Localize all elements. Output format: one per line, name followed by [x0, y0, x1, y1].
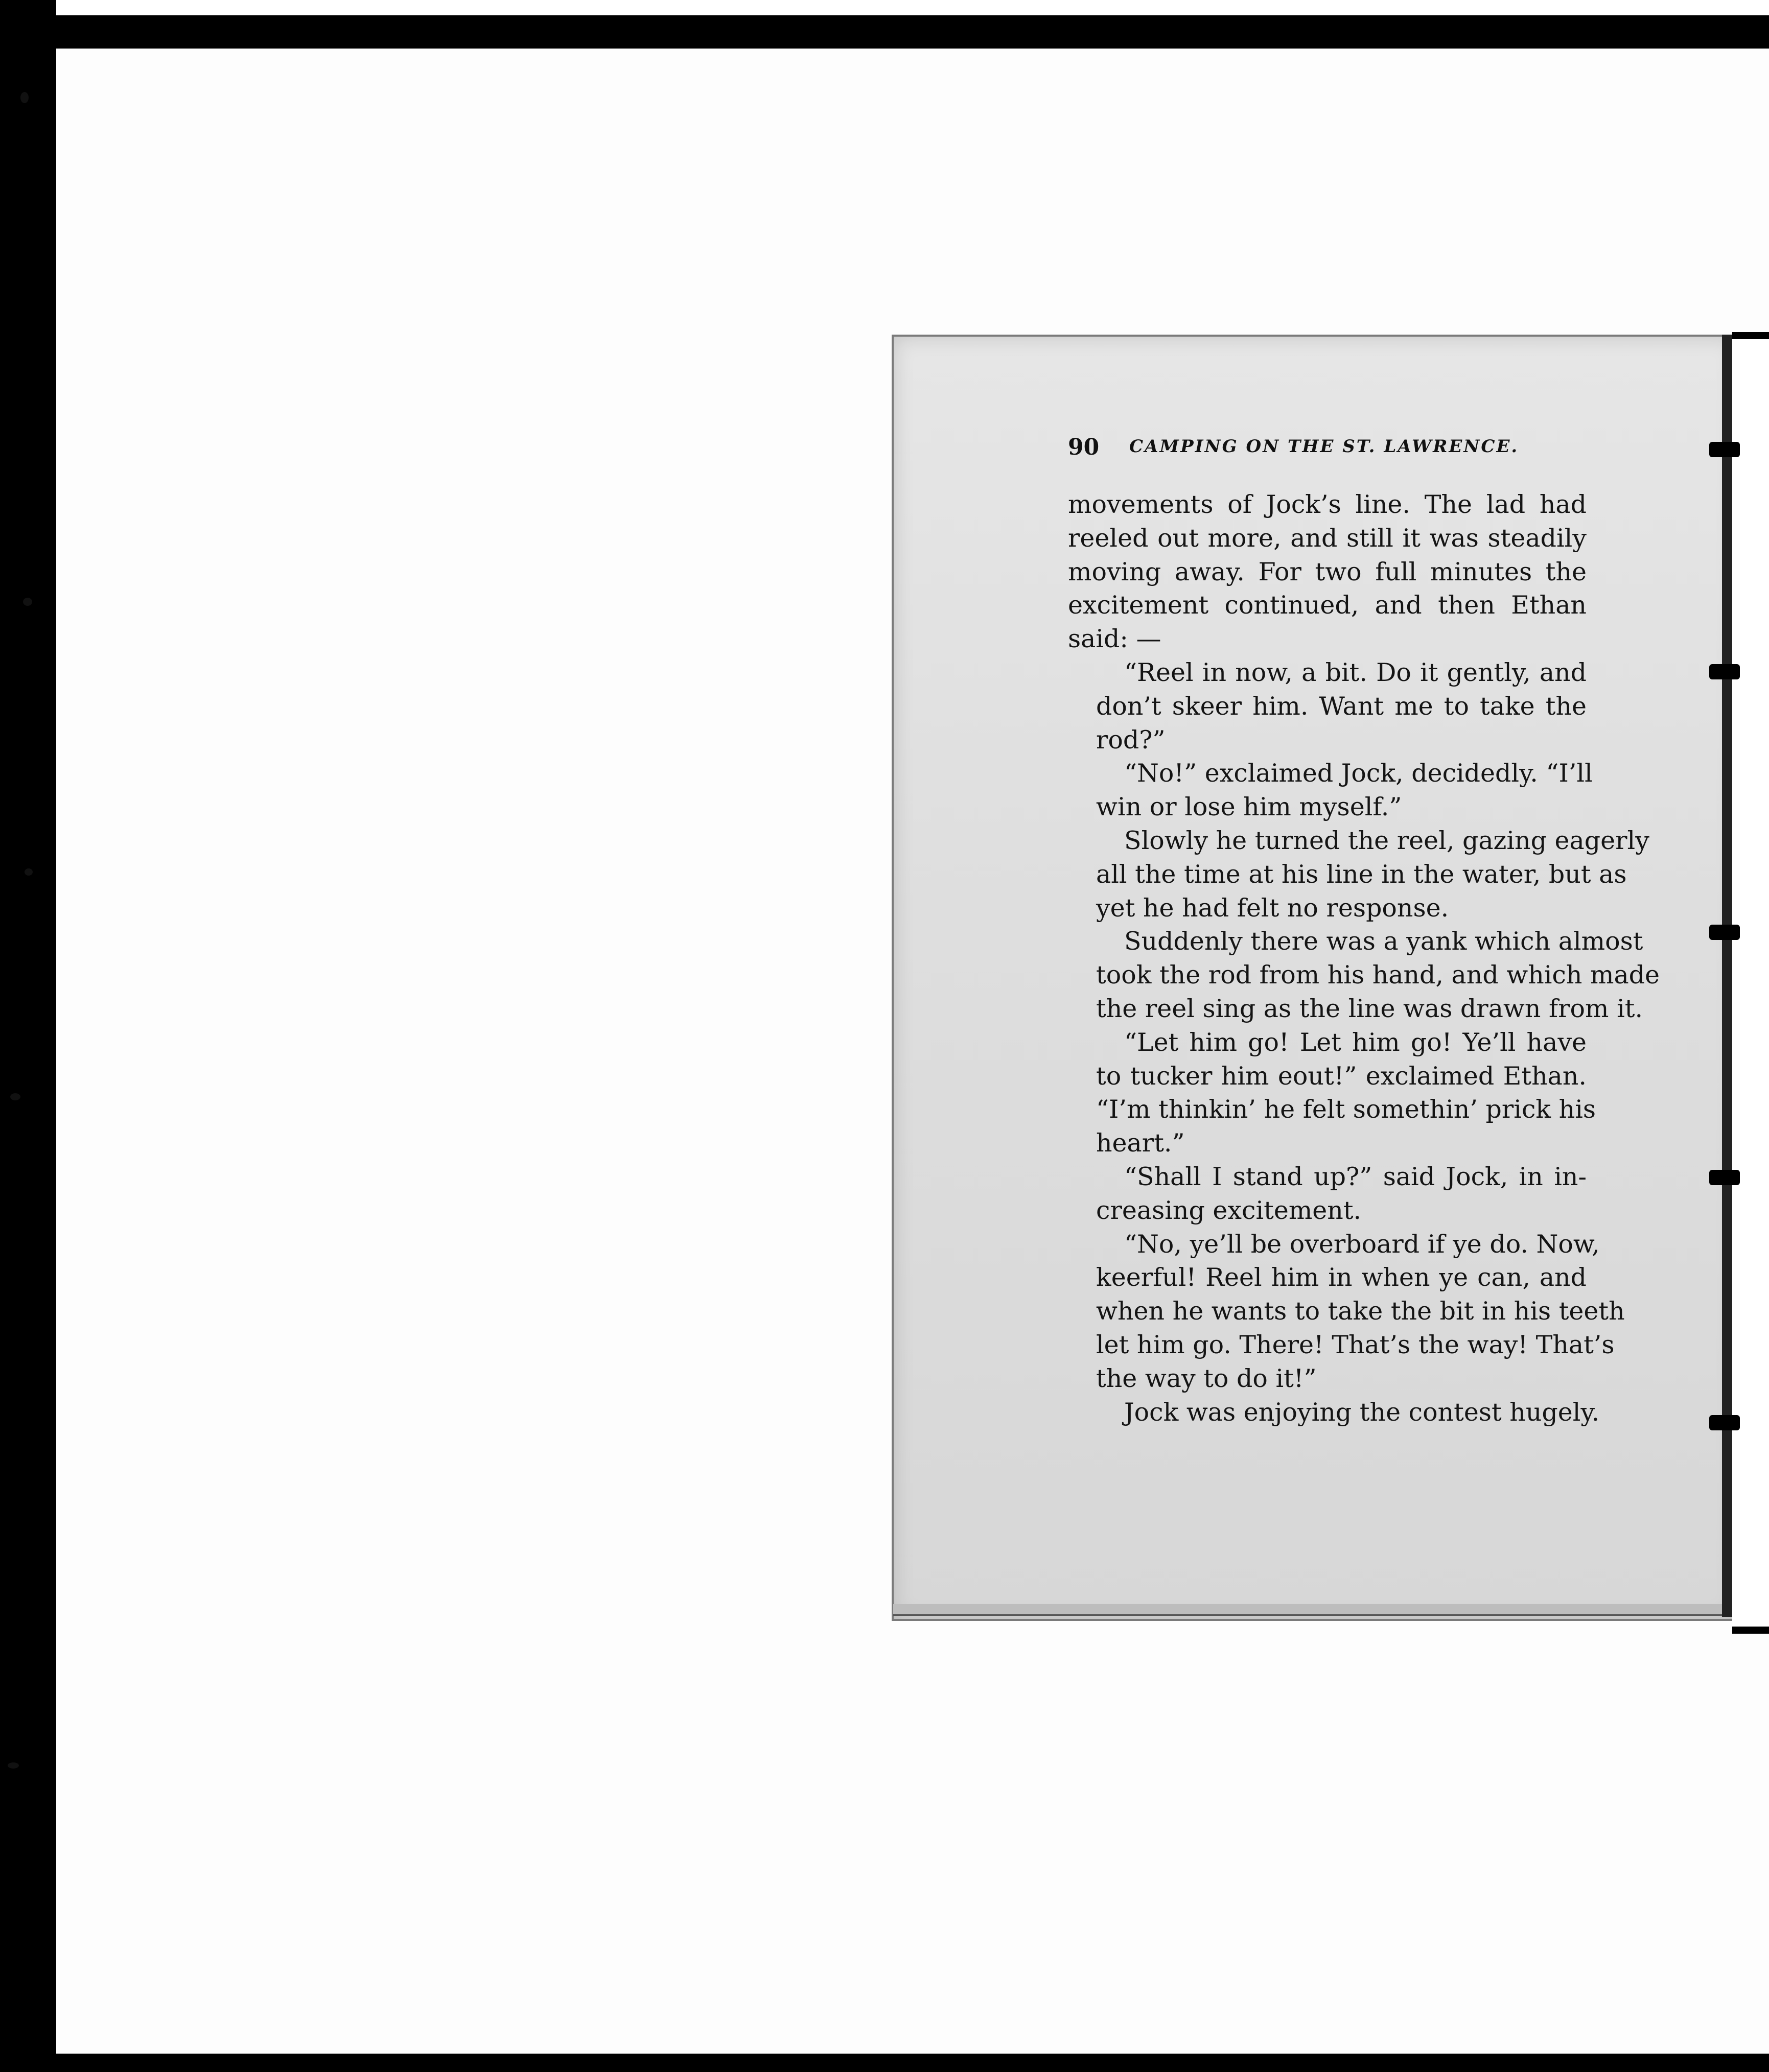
- paragraph: [1068, 656, 1587, 757]
- text-line: all the time at his line in the water, but as: [1096, 859, 1627, 889]
- text-line: when he wants to take the bit in his teeth: [1096, 1297, 1625, 1326]
- paragraph: [1068, 488, 1587, 656]
- scan-border-bottom: [0, 2054, 1769, 2072]
- binding-clip: [1709, 925, 1740, 940]
- text-line: “Reel in now, a bit. Do it gently, and: [1124, 657, 1587, 687]
- text-line: “Shall I stand up?” said Jock, in in-: [1124, 1162, 1587, 1191]
- paragraph: [1068, 925, 1660, 1025]
- text-line: Slowly he turned the reel, gazing eagerly: [1124, 826, 1649, 855]
- dust-speck: [10, 1093, 20, 1100]
- paragraph: [1068, 757, 1593, 824]
- scan-border-left: [0, 0, 56, 2072]
- text-line: win or lose him myself.”: [1096, 792, 1402, 822]
- dust-speck: [8, 1762, 19, 1769]
- running-title: CAMPING ON THE ST. LAWRENCE.: [1129, 436, 1519, 457]
- paragraph: [1068, 1160, 1587, 1228]
- dust-speck: [25, 868, 33, 876]
- dust-speck: [20, 92, 29, 103]
- binding-margin: [1732, 332, 1769, 1634]
- text-line: “Let him go! Let him go! Ye’ll have: [1124, 1027, 1587, 1057]
- text-line: to tucker him eout!” exclaimed Ethan.: [1096, 1061, 1587, 1091]
- text-line: heart.”: [1096, 1128, 1185, 1158]
- paragraph: [1068, 1228, 1625, 1396]
- text-line: the way to do it!”: [1096, 1363, 1317, 1393]
- text-line: rod?”: [1096, 725, 1166, 755]
- paragraph: [1068, 824, 1649, 925]
- body-text: [1068, 488, 1660, 1429]
- scan-strip-top: [0, 0, 1769, 15]
- binding-clip: [1709, 664, 1740, 679]
- text-line: took the rod from his hand, and which made: [1096, 960, 1660, 990]
- binding-clip: [1709, 1415, 1740, 1430]
- text-line: said: —: [1068, 624, 1161, 654]
- text-line: Suddenly there was a yank which almost: [1124, 927, 1643, 956]
- text-line: “No!” exclaimed Jock, decidedly. “I’ll: [1124, 759, 1593, 788]
- text-line: yet he had felt no response.: [1096, 893, 1449, 923]
- text-line: reeled out more, and still it was steadily: [1068, 523, 1587, 553]
- text-line: Jock was enjoying the contest hugely.: [1124, 1397, 1600, 1427]
- text-line: “No, ye’ll be overboard if ye do. Now,: [1124, 1229, 1600, 1259]
- binding-clip: [1709, 442, 1740, 457]
- paragraph: [1068, 1396, 1600, 1429]
- text-line: let him go. There! That’s the way! That’s: [1096, 1330, 1615, 1359]
- binding-clip: [1709, 1170, 1740, 1185]
- text-line: creasing excitement.: [1096, 1195, 1362, 1225]
- running-head: [1068, 434, 1584, 465]
- dust-speck: [23, 598, 32, 606]
- text-line: keerful! Reel him in when ye can, and: [1096, 1263, 1587, 1292]
- text-line: the reel sing as the line was drawn from it.: [1096, 994, 1643, 1023]
- paragraph: [1068, 1026, 1596, 1160]
- page-number: 90: [1068, 434, 1100, 460]
- text-line: moving away. For two full minutes the: [1068, 557, 1587, 586]
- text-line: “I’m thinkin’ he felt somethin’ prick his: [1096, 1095, 1596, 1124]
- text-line: movements of Jock’s line. The lad had: [1068, 490, 1587, 519]
- text-line: don’t skeer him. Want me to take the: [1096, 691, 1587, 721]
- page-stack-edge: [893, 1604, 1731, 1616]
- text-line: excitement continued, and then Ethan: [1068, 591, 1587, 620]
